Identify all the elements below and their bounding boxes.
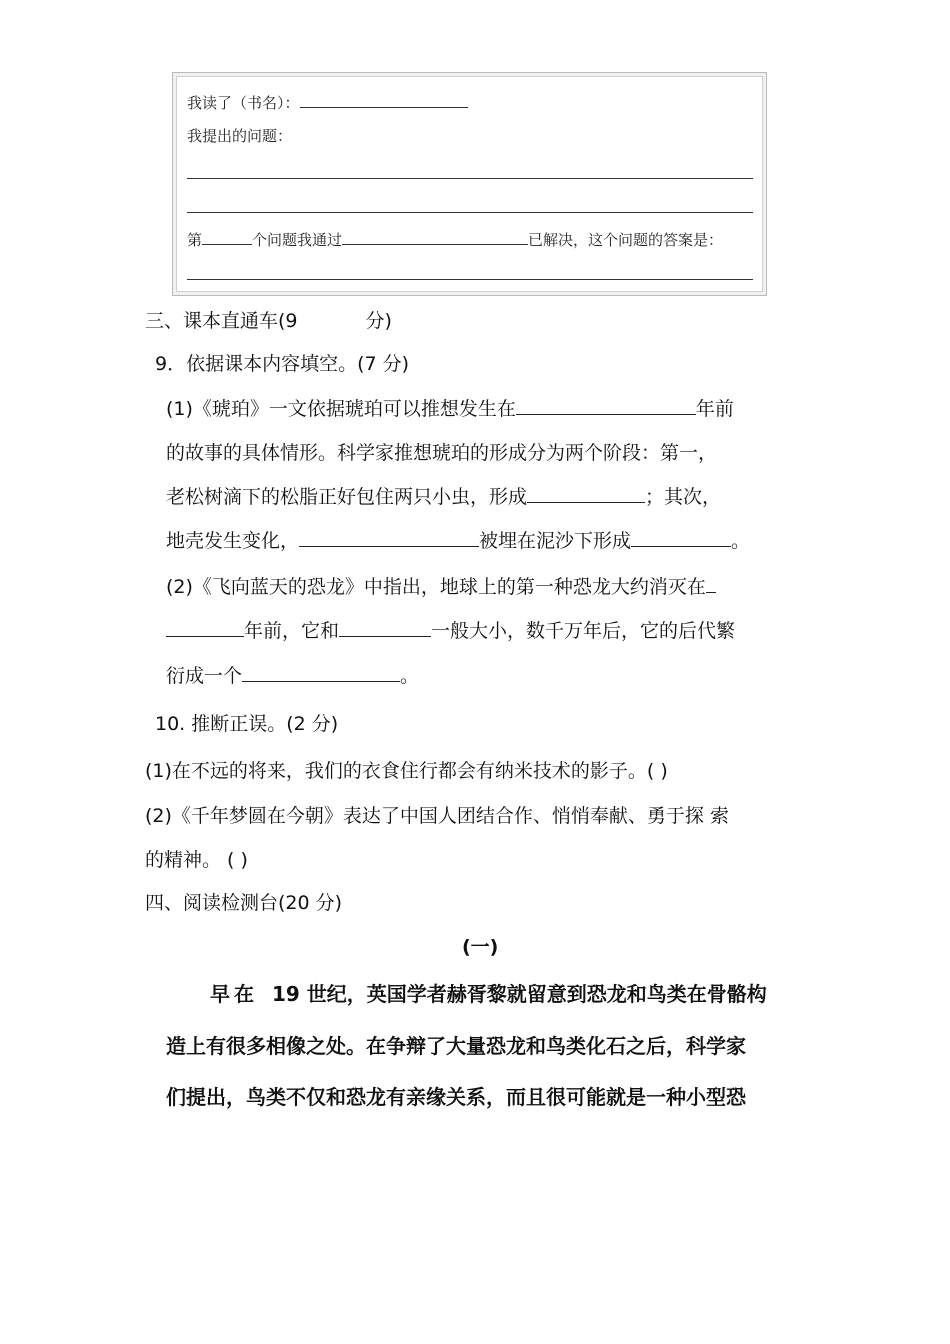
- passage-number: (一): [462, 936, 499, 958]
- q9-p1-l3-end: ；其次，: [645, 486, 722, 508]
- q10-statement-2-line1: (2)《千年梦圆在今朝》表达了中国人团结合作、悄悄奉献、勇于探 索: [145, 805, 729, 827]
- section-4-title: 四、阅读检测台(20 分): [145, 892, 343, 914]
- q10-title: 10. 推断正误。(2 分): [155, 713, 339, 735]
- q9-p2-l3-end: 。: [400, 665, 420, 687]
- q9-p1-l4-end: 。: [731, 530, 751, 552]
- solve-prefix: 第: [187, 230, 203, 249]
- passage-l1-num: 19: [271, 982, 300, 1006]
- q9-blank-extinct-start[interactable]: [706, 572, 716, 593]
- q9-title: 9．依据课本内容填空。(7 分): [155, 353, 410, 375]
- section-3-title-b: 分): [365, 310, 392, 332]
- section-3-title-a: 三、课本直通车(9: [145, 310, 298, 332]
- q9-p1-line3: [166, 482, 721, 509]
- question-label: 我提出的问题：: [187, 127, 293, 145]
- q9-blank-size[interactable]: [339, 616, 431, 637]
- q10-statement-1: (1)在不远的将来，我们的衣食住行都会有纳米技术的影子。( ): [145, 760, 668, 782]
- q9-p2-l2-text: 年前，它和: [244, 620, 340, 642]
- q9-p2-l2-end: 一般大小，数千万年后，它的后代繁: [431, 620, 736, 642]
- q9-blank-years[interactable]: [516, 394, 696, 415]
- question-line-1[interactable]: [187, 178, 753, 179]
- question-number-blank[interactable]: [202, 228, 252, 245]
- solve-mid: 个问题我通过: [252, 230, 343, 249]
- book-name-label: 我读了（书名）：: [187, 93, 300, 112]
- q9-p1-l4-mid: 被埋在泥沙下形成: [479, 530, 632, 552]
- answer-line[interactable]: [187, 279, 753, 280]
- q9-p1-l3-text: 老松树滴下的松脂正好包住两只小虫，形成: [166, 486, 528, 508]
- q9-blank-family[interactable]: [242, 661, 400, 682]
- method-blank[interactable]: [342, 228, 528, 245]
- passage-line-1: [210, 978, 767, 1007]
- passage-line-3: 们提出，鸟类不仅和恐龙有亲缘关系，而且很可能就是一种小型恐: [166, 1085, 746, 1109]
- q9-p2-l1-text: (2)《飞向蓝天的恐龙》中指出，地球上的第一种恐龙大约消灭在: [166, 576, 706, 598]
- question-line-2[interactable]: [187, 212, 753, 213]
- q9-p1-line2: 的故事的具体情形。科学家推想琥珀的形成分为两个阶段：第一，: [166, 442, 718, 464]
- q9-p1-l1-text: (1)《琥珀》一文依据琥珀可以推想发生在: [166, 398, 516, 420]
- q9-blank-form[interactable]: [527, 482, 645, 503]
- book-name-blank[interactable]: [300, 91, 468, 108]
- q9-p1-l1-end: 年前: [695, 398, 734, 420]
- passage-l1-b: 世纪，英国学者赫胥黎就留意到恐龙和鸟类在骨骼构: [306, 982, 767, 1006]
- book-name-row: [187, 91, 468, 113]
- q9-p1-line1: [166, 394, 734, 421]
- q9-blank-extinct[interactable]: [166, 616, 244, 637]
- q9-p1-l4-text: 地壳发生变化，: [166, 530, 300, 552]
- reading-record-card: [172, 72, 767, 296]
- solve-suffix: 已解决，这个问题的答案是：: [528, 230, 724, 249]
- q9-p2-l3-text: 衍成一个: [166, 665, 243, 687]
- q9-p1-line4: [166, 526, 750, 553]
- q9-blank-buried[interactable]: [299, 526, 479, 547]
- q9-p2-line3: [166, 661, 419, 688]
- q9-p2-line1: [166, 572, 716, 599]
- q9-blank-result[interactable]: [631, 526, 731, 547]
- passage-line-2: 造上有很多相像之处。在争辩了大量恐龙和鸟类化石之后，科学家: [166, 1034, 746, 1058]
- q9-p2-line2: [166, 616, 735, 643]
- q10-statement-2-line2: 的精神。 ( ): [145, 849, 248, 871]
- solve-row: [187, 228, 723, 250]
- section-3-title: [145, 306, 392, 333]
- passage-l1-a: 早在: [210, 982, 258, 1006]
